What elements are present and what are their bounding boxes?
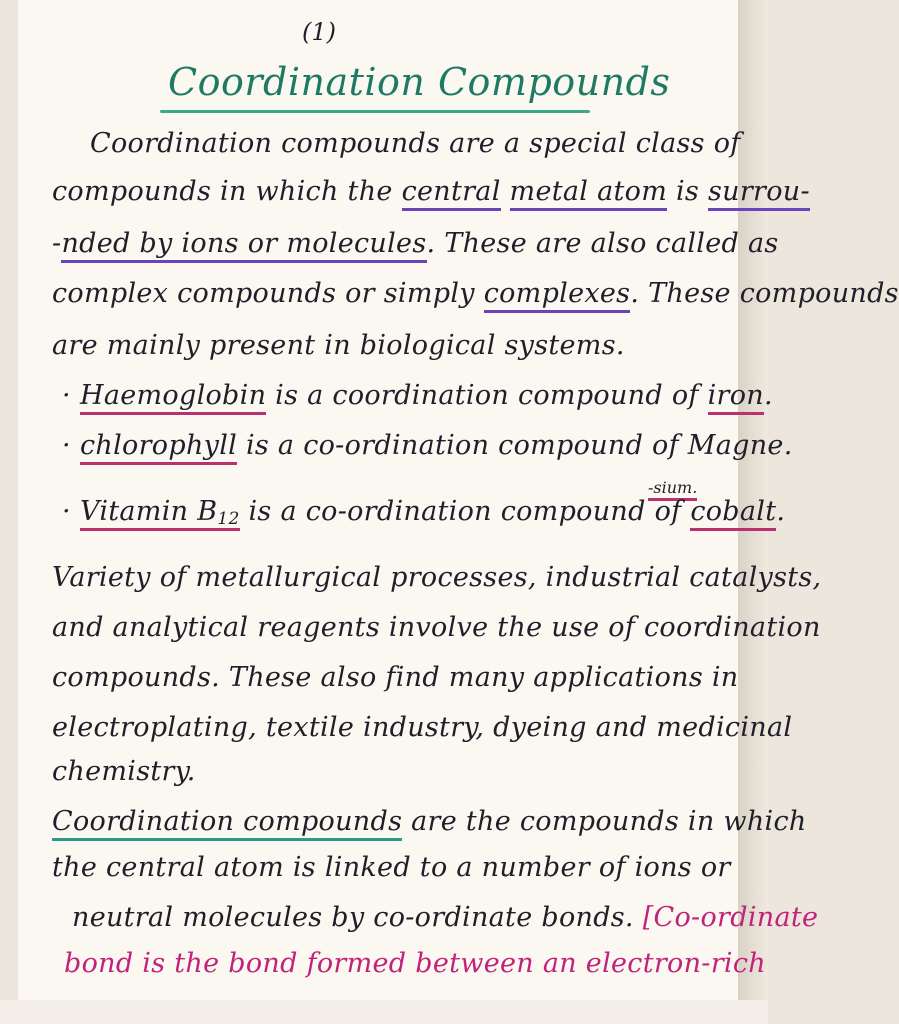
p2-line-2: and analytical reagents involve the use of coordination (52, 612, 821, 643)
p1-line-4: complex compounds or simply complexes. These compounds (52, 278, 899, 310)
p3-line-4: bond is the bond formed between an electron-rich (64, 948, 766, 979)
bullet-chlorophyll: · chlorophyll is a co-ordination compound of Magne. (62, 430, 793, 462)
p1-line-2: compounds in which the central metal atom is surrou- (52, 176, 810, 208)
p3-line-2: the central atom is linked to a number of ions or (52, 852, 731, 883)
bullet-vitamin-b12: · Vitamin $B_{12}$ is a co-ordination compound of cobalt. (62, 496, 786, 529)
page-title: Coordination Compounds (168, 60, 671, 104)
title-underline (160, 110, 590, 113)
p2-line-1: Variety of metallurgical processes, industrial catalysts, (52, 562, 822, 593)
p2-line-3: compounds. These also find many applications in (52, 662, 739, 693)
p1-line-1: Coordination compounds are a special class of (90, 128, 741, 159)
p2-line-5: chemistry. (52, 756, 196, 787)
p1-line-5: are mainly present in biological systems. (52, 330, 625, 361)
p3-line-1: Coordination compounds are the compounds in which (52, 806, 807, 838)
p1-line-3: -nded by ions or molecules. These are also called as (52, 228, 779, 260)
p2-line-4: electroplating, textile industry, dyeing and medicinal (52, 712, 793, 743)
page-number: (1) (302, 18, 336, 46)
bullet-chlorophyll-continuation: -sium. (648, 478, 697, 497)
p3-line-3: neutral molecules by co-ordinate bonds. [Co-ordinate (72, 902, 819, 933)
bullet-haemoglobin: · Haemoglobin is a coordination compound of iron. (62, 380, 773, 412)
page-edge-bottom (0, 1000, 768, 1024)
